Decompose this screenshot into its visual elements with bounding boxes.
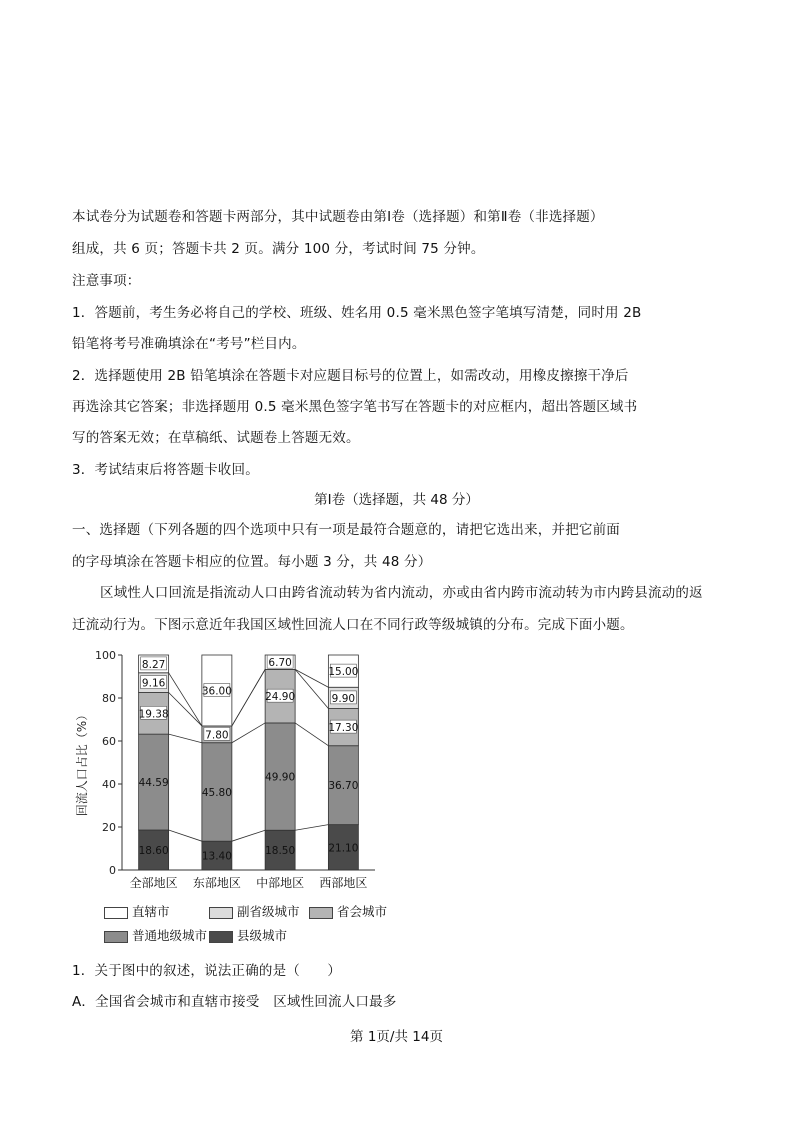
x-tick-label: 全部地区 [129, 876, 178, 890]
y-tick-label: 100 [95, 649, 116, 662]
section-desc-1: 一、选择题（下列各题的四个选项中只有一项是最符合题意的，请把它选出来，并把它前面 [72, 522, 620, 538]
legend-label: 副省级城市 [237, 904, 300, 919]
passage-line-2: 迁流动行为。下图示意近年我国区域性回流人口在不同行政等级城镇的分布。完成下面小题。 [72, 617, 634, 633]
legend-label: 直辖市 [132, 904, 170, 919]
legend-label: 省会城市 [337, 904, 388, 919]
data-label: 9.16 [141, 677, 166, 690]
legend-item-zhixiashi [104, 902, 170, 920]
x-tick-label: 中部地区 [256, 876, 305, 890]
data-label: 36.70 [328, 780, 359, 793]
x-tick-label: 东部地区 [192, 876, 241, 890]
y-tick-label: 80 [102, 692, 116, 705]
y-tick-label: 40 [102, 778, 116, 791]
legend-item-fushengji [209, 902, 300, 920]
series-connector-line [232, 669, 265, 726]
intro-line-1: 本试卷分为试题卷和答题卡两部分，其中试题卷由第Ⅰ卷（选择题）和第Ⅱ卷（非选择题） [72, 209, 604, 225]
data-label: 6.70 [268, 657, 292, 670]
legend-item-putongdiji [104, 926, 207, 944]
data-label: 24.90 [265, 691, 296, 704]
passage-line-1: 区域性人口回流是指流动人口由跨省流动转为省内流动，亦或由省内跨市流动转为市内跨县流动的返 [100, 585, 703, 601]
section-desc-2: 的字母填涂在答题卡相应的位置。每小题 3 分，共 48 分） [72, 554, 432, 570]
series-connector-line [232, 830, 265, 841]
legend-swatch [309, 907, 333, 919]
y-tick-label: 0 [109, 864, 116, 877]
x-tick-label: 西部地区 [319, 876, 368, 890]
notice-item-2b: 再选涂其它答案；非选择题用 0.5 毫米黑色签字笔书写在答题卡的对应框内，超出答题区域书 [72, 399, 638, 415]
y-tick-label: 20 [102, 821, 116, 834]
notice-item-2c: 写的答案无效；在草稿纸、试题卷上答题无效。 [72, 430, 360, 446]
data-label: 9.90 [331, 692, 356, 705]
chart-svg [70, 645, 400, 890]
data-label: 18.50 [265, 845, 296, 858]
data-label: 18.60 [138, 845, 169, 858]
notice-item-1b: 铅笔将考号准确填涂在“考号”栏目内。 [72, 336, 306, 352]
series-connector-line [169, 692, 202, 725]
data-label: 45.80 [201, 786, 232, 799]
series-connector-line [295, 825, 328, 831]
y-axis-label: 回流人口占比（%） [75, 708, 89, 817]
series-connector-line [169, 830, 202, 841]
series-connector-line [169, 673, 202, 726]
chart-legend [104, 902, 404, 948]
page-footer: 第 1页/共 14页 [350, 1029, 443, 1045]
series-connector-line [295, 723, 328, 746]
data-label: 44.59 [138, 777, 169, 790]
legend-swatch [104, 907, 128, 919]
notice-item-2a: 2．选择题使用 2B 铅笔填涂在答题卡对应题目标号的位置上，如需改动，用橡皮擦擦干净后 [72, 368, 629, 384]
option-a[interactable]: A．全国省会城市和直辖市接受 区域性回流人口最多 [72, 994, 397, 1010]
series-connector-line [169, 734, 202, 743]
data-label: 21.10 [328, 842, 359, 855]
section-title: 第Ⅰ卷（选择题，共 48 分） [314, 492, 479, 508]
legend-item-xianji [209, 926, 287, 944]
data-label: 8.27 [141, 658, 166, 671]
legend-label: 普通地级城市 [132, 928, 208, 943]
legend-item-shenghui [309, 902, 387, 920]
data-label: 17.30 [328, 722, 359, 735]
data-label: 13.40 [201, 850, 232, 863]
notice-item-3: 3．考试结束后将答题卡收回。 [72, 462, 259, 478]
series-connector-line [295, 669, 328, 687]
intro-line-2: 组成，共 6 页；答题卡共 2 页。满分 100 分，考试时间 75 分钟。 [72, 241, 485, 257]
y-tick-label: 60 [102, 735, 116, 748]
stacked-bar-chart [70, 645, 400, 945]
data-label: 19.38 [138, 708, 169, 721]
question-1: 1．关于图中的叙述，说法正确的是（ ） [72, 963, 342, 979]
data-label: 36.00 [201, 685, 232, 698]
legend-swatch [104, 931, 128, 943]
data-label: 49.90 [265, 771, 296, 784]
series-connector-line [232, 723, 265, 743]
legend-swatch [209, 907, 233, 919]
data-label: 7.80 [205, 729, 229, 742]
legend-label: 县级城市 [237, 928, 288, 943]
data-label: 15.00 [328, 666, 359, 679]
notice-item-1a: 1．答题前，考生务必将自己的学校、班级、姓名用 0.5 毫米黑色签字笔填写清楚，同时用 2B [72, 305, 642, 321]
series-connector-line [295, 669, 328, 708]
notice-heading: 注意事项： [72, 273, 141, 289]
legend-swatch [209, 931, 233, 943]
